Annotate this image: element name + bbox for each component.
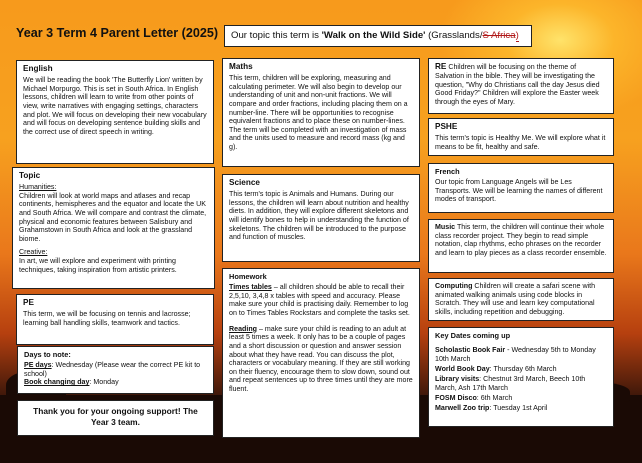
pshe-section bbox=[428, 118, 614, 156]
times-tables-label: Times tables bbox=[229, 283, 272, 292]
pe-section bbox=[16, 294, 214, 345]
homework-heading: Homework bbox=[229, 272, 267, 281]
times-tables-text: – all children should be able to recall their 2,5,10, 3,4,8 x tables with speed and accuracy. Please make sure your child is practising daily. Remember to log on to Times Tables Rockstars and complete the tasks set. bbox=[229, 283, 410, 317]
key-date-text: : 6th March bbox=[476, 393, 513, 402]
french-text: Our topic from Language Angels will be Les Transports. We will be learning the names of different modes of transport. bbox=[435, 178, 603, 204]
music-heading: Music bbox=[435, 223, 456, 231]
re-heading: RE bbox=[435, 62, 447, 71]
topic-banner bbox=[224, 25, 532, 47]
maths-section bbox=[222, 58, 420, 167]
key-date-item bbox=[435, 394, 607, 403]
english-text: We will be reading the book 'The Butterfly Lion' written by Michael Morpurgo. This is set in South Africa. In English lessons, children will learn to write from other points of view, write narratives with engaging settings, characters and plot. We will focus on developing their new vocabulary and will focus on developing sentence building skills and the correct use of direct speech in writing. bbox=[23, 76, 207, 136]
humanities-label: Humanities: bbox=[19, 183, 57, 191]
science-heading: Science bbox=[229, 178, 260, 187]
key-date-text: : Chestnut 3rd March, Beech 10th March, Ash 17th March bbox=[435, 374, 586, 392]
english-heading: English bbox=[23, 64, 53, 73]
reading-text: – make sure your child is reading to an adult at least 5 times a week. It only has to be a couple of pages and a short discussion or question and answer session about what they have read. You can discuss the plot, characters or vocabulary meaning. If they are still working on their fluency, encourage them to slow down, sound out and repeat sentences up to three times until they are more fluent. bbox=[229, 324, 413, 394]
topic-name: 'Walk on the Wild Side' bbox=[321, 30, 426, 41]
pe-days-label: PE days bbox=[24, 361, 52, 370]
key-date-text: - Wednesday 5th to Monday 10th March bbox=[435, 346, 596, 363]
pe-text: This term, we will be focusing on tennis and lacrosse; learning ball handling skills, teamwork and tactics. bbox=[23, 310, 191, 327]
pshe-text: This term's topic is Healthy Me. We will explore what it means to be fit, healthy and safe. bbox=[435, 134, 606, 151]
topic-section bbox=[12, 167, 215, 289]
re-section bbox=[428, 58, 614, 114]
reading-label: Reading bbox=[229, 324, 257, 333]
topic-suffix-open: (Grasslands/ bbox=[425, 30, 483, 41]
page-title: Year 3 Term 4 Parent Letter (2025) bbox=[16, 26, 219, 40]
humanities-text: Children will look at world maps and atlases and recap continents, hemispheres and the equator and locate the UK and South Africa. We will compare and contrast the climate, physical and economic features between Salisbury and Grahamstown in South Africa and look at the grassland biome. bbox=[19, 191, 207, 243]
key-date-label: Library visits bbox=[435, 374, 480, 383]
key-date-item bbox=[435, 404, 607, 413]
topic-heading: Topic bbox=[19, 171, 41, 180]
key-dates-list bbox=[435, 346, 607, 412]
topic-prefix: Our topic this term is bbox=[231, 30, 322, 41]
key-date-text: : Tuesday 1st April bbox=[489, 403, 548, 412]
days-heading: Days to note: bbox=[24, 350, 71, 359]
thanks-text: Thank you for your ongoing support! The Year 3 team. bbox=[33, 406, 198, 427]
key-date-item bbox=[435, 346, 607, 363]
re-text: Children will be focusing on the theme of Salvation in the bible. They will be investigating the question, "Why do Christians call the day Jesus died Good Friday?" Children will explore the Easter week through the eyes of Mary. bbox=[435, 63, 600, 106]
pshe-heading: PSHE bbox=[435, 122, 458, 131]
book-day-label: Book changing day bbox=[24, 378, 90, 387]
french-section bbox=[428, 163, 614, 213]
homework-section bbox=[222, 268, 420, 438]
key-date-item bbox=[435, 365, 607, 374]
topic-suffix-close: ) bbox=[515, 30, 519, 41]
computing-section bbox=[428, 278, 614, 321]
pe-days-text: : Wednesday (Please wear the correct PE kit to school) bbox=[24, 361, 201, 378]
creative-label: Creative: bbox=[19, 248, 48, 257]
topic-struck-text: S Africa bbox=[482, 30, 516, 41]
music-text: This term, the children will continue their whole class recorder project. They begin to read simple notation, clap rhythms, echo phrases on the recorder and learn to play pieces as a class recorder ensemble. bbox=[435, 223, 607, 257]
science-text: This term's topic is Animals and Humans. During our lessons, the children will learn about nutrition and healthy diets. In addition, they will explore different skeletons and will identify bones to help in understanding the function of skeletons. The children will be introduced to the purpose and function of muscles. bbox=[229, 190, 409, 242]
music-section bbox=[428, 219, 614, 273]
key-dates-heading: Key Dates coming up bbox=[435, 331, 511, 340]
science-section bbox=[222, 174, 420, 262]
key-date-label: FOSM Disco bbox=[435, 393, 477, 402]
key-date-label: Scholastic Book Fair bbox=[435, 346, 506, 355]
key-date-label: Marwell Zoo trip bbox=[435, 403, 490, 412]
computing-text: Children will create a safari scene with animated walking animals using code blocks in Scratch. They will use and learn key computational skills, including repetition and debugging. bbox=[435, 282, 596, 316]
book-day-text: : Monday bbox=[89, 378, 119, 387]
english-section bbox=[16, 60, 214, 164]
key-date-item bbox=[435, 375, 607, 392]
maths-heading: Maths bbox=[229, 62, 253, 71]
days-to-note-section bbox=[17, 346, 214, 394]
pe-heading: PE bbox=[23, 298, 34, 307]
creative-text: In art, we will explore and experiment with printing techniques, taking inspiration from artistic printers. bbox=[19, 257, 177, 274]
key-date-label: World Book Day bbox=[435, 364, 490, 373]
key-dates-section bbox=[428, 327, 614, 427]
computing-heading: Computing bbox=[435, 282, 473, 290]
french-heading: French bbox=[435, 167, 460, 176]
key-date-text: : Thursday 6th March bbox=[489, 364, 557, 373]
thanks-note bbox=[17, 400, 214, 436]
maths-text: This term, children will be exploring, measuring and calculating perimeter. We will also begin to develop our understanding of unit and non-unit fractions. We will compare and order fractions, including placing them on a number-line. There will be opportunities to recognise equivalent fractions and to place these on number-lines. The term will be completed with an investigation of mass and the units used to measure and record mass (kg and g). bbox=[229, 74, 408, 152]
